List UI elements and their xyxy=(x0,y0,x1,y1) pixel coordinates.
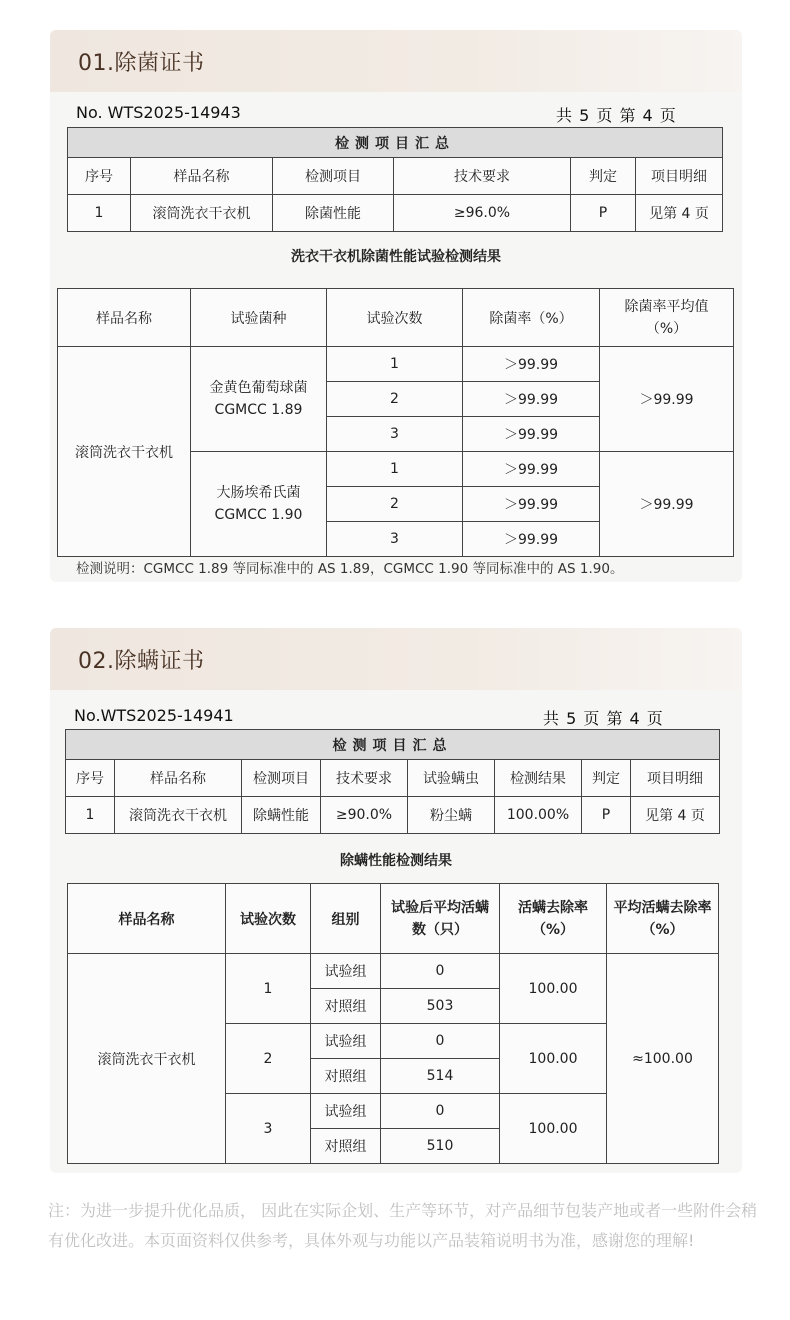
summary-banner: 检测项目汇总 xyxy=(68,128,723,158)
group-cell: 试验组 xyxy=(311,954,381,989)
rate-cell: ＞99.99 xyxy=(463,452,600,487)
summary-table xyxy=(67,127,723,232)
header-cell: 样品名称 xyxy=(115,760,242,797)
group-cell: 试验组 xyxy=(311,1094,381,1129)
count-cell: 503 xyxy=(381,989,500,1024)
header-cell: 试验螨虫 xyxy=(408,760,495,797)
mite-result-table xyxy=(67,883,719,1164)
disclaimer-note: 注：为进一步提升优化品质， 因此在实际企划、生产等环节，对产品细节包装产地或者一些附件会稍有优化改进。本页面资料仅供参考，具体外观与功能以产品装箱说明书为准，感谢您的理解! xyxy=(48,1201,758,1250)
group-cell: 对照组 xyxy=(311,1129,381,1164)
summary-cell: 100.00% xyxy=(495,797,582,834)
header-text: 活螨去除率（%） xyxy=(518,899,588,938)
average-cell: ＞99.99 xyxy=(600,347,734,452)
section-title: 01.除菌证书 xyxy=(78,50,205,76)
header-text: 试验后平均活螨数（只） xyxy=(391,899,489,938)
count-cell: 0 xyxy=(381,1094,500,1129)
header-cell: 样品名称 xyxy=(68,884,226,954)
header-cell: 样品名称 xyxy=(131,158,273,195)
header-cell xyxy=(607,884,719,954)
sample-name-cell: 滚筒洗衣干衣机 xyxy=(58,347,191,557)
count-cell: 510 xyxy=(381,1129,500,1164)
summary-cell: ≥96.0% xyxy=(394,195,571,232)
header-cell: 除菌率（%） xyxy=(463,289,600,347)
group-cell: 对照组 xyxy=(311,989,381,1024)
section-header xyxy=(50,628,742,690)
result-table-title: 除螨性能检测结果 xyxy=(340,853,452,869)
header-cell: 组别 xyxy=(311,884,381,954)
summary-table xyxy=(65,729,720,834)
header-cell xyxy=(500,884,607,954)
average-cell: ＞99.99 xyxy=(600,452,734,557)
header-cell: 项目明细 xyxy=(631,760,720,797)
rate-cell: 100.00 xyxy=(500,954,607,1024)
header-cell: 样品名称 xyxy=(58,289,191,347)
header-cell: 检测项目 xyxy=(273,158,394,195)
trial-cell: 1 xyxy=(226,954,311,1024)
header-cell xyxy=(600,289,734,347)
summary-cell: 1 xyxy=(66,797,115,834)
summary-cell: 1 xyxy=(68,195,131,232)
count-cell: 514 xyxy=(381,1059,500,1094)
rate-cell: ＞99.99 xyxy=(463,522,600,557)
strain-name: 金黄色葡萄球菌 xyxy=(209,380,308,396)
rate-cell: ＞99.99 xyxy=(463,382,600,417)
summary-cell: 除菌性能 xyxy=(273,195,394,232)
group-cell: 对照组 xyxy=(311,1059,381,1094)
rate-cell: 100.00 xyxy=(500,1094,607,1164)
report-number: No.WTS2025-14941 xyxy=(74,706,234,725)
summary-cell: 见第 4 页 xyxy=(631,797,720,834)
trial-cell: 2 xyxy=(226,1024,311,1094)
header-text: 平均活螨去除率（%） xyxy=(613,899,712,938)
strain-code: CGMCC 1.90 xyxy=(214,507,303,523)
summary-cell: P xyxy=(582,797,631,834)
mite-removal-certificate-card xyxy=(50,628,742,1173)
result-table-title: 洗衣干衣机除菌性能试验检测结果 xyxy=(291,249,501,265)
page-indicator: 共 5 页 第 4 页 xyxy=(543,709,664,728)
summary-cell: 滚筒洗衣干衣机 xyxy=(131,195,273,232)
header-cell: 试验菌种 xyxy=(191,289,327,347)
header-cell: 技术要求 xyxy=(394,158,571,195)
summary-cell: ≥90.0% xyxy=(321,797,408,834)
report-number: No. WTS2025-14943 xyxy=(76,103,241,122)
trial-cell: 3 xyxy=(327,522,463,557)
trial-cell: 1 xyxy=(327,347,463,382)
rate-cell: ＞99.99 xyxy=(463,417,600,452)
rate-cell: 100.00 xyxy=(500,1024,607,1094)
header-cell: 技术要求 xyxy=(321,760,408,797)
header-cell: 检测项目 xyxy=(242,760,321,797)
count-cell: 0 xyxy=(381,954,500,989)
sterilization-result-table xyxy=(57,288,734,557)
header-cell: 判定 xyxy=(571,158,636,195)
strain-code: CGMCC 1.89 xyxy=(214,402,303,418)
summary-cell: 见第 4 页 xyxy=(636,195,723,232)
header-cell: 试验次数 xyxy=(226,884,311,954)
header-cell: 试验次数 xyxy=(327,289,463,347)
trial-cell: 2 xyxy=(327,382,463,417)
section-title: 02.除螨证书 xyxy=(78,648,205,674)
header-cell: 序号 xyxy=(68,158,131,195)
trial-cell: 2 xyxy=(327,487,463,522)
rate-cell: ＞99.99 xyxy=(463,347,600,382)
summary-cell: 粉尘螨 xyxy=(408,797,495,834)
summary-cell: 滚筒洗衣干衣机 xyxy=(115,797,242,834)
header-cell: 项目明细 xyxy=(636,158,723,195)
sample-name-cell: 滚筒洗衣干衣机 xyxy=(68,954,226,1164)
section-header xyxy=(50,30,742,92)
summary-cell: P xyxy=(571,195,636,232)
header-cell xyxy=(381,884,500,954)
strain-cell xyxy=(191,347,327,452)
strain-cell xyxy=(191,452,327,557)
trial-cell: 3 xyxy=(226,1094,311,1164)
page-indicator: 共 5 页 第 4 页 xyxy=(556,106,677,125)
average-cell: ≈100.00 xyxy=(607,954,719,1164)
sterilization-certificate-card xyxy=(50,30,742,582)
header-cell: 检测结果 xyxy=(495,760,582,797)
trial-cell: 1 xyxy=(327,452,463,487)
trial-cell: 3 xyxy=(327,417,463,452)
header-text: 除菌率平均值（%） xyxy=(624,298,709,337)
summary-banner: 检测项目汇总 xyxy=(66,730,720,760)
strain-name: 大肠埃希氏菌 xyxy=(216,485,301,501)
test-note: 检测说明：CGMCC 1.89 等同标准中的 AS 1.89，CGMCC 1.90 等同标准中的 AS 1.90。 xyxy=(76,561,624,577)
count-cell: 0 xyxy=(381,1024,500,1059)
rate-cell: ＞99.99 xyxy=(463,487,600,522)
summary-cell: 除螨性能 xyxy=(242,797,321,834)
header-cell: 判定 xyxy=(582,760,631,797)
header-cell: 序号 xyxy=(66,760,115,797)
group-cell: 试验组 xyxy=(311,1024,381,1059)
